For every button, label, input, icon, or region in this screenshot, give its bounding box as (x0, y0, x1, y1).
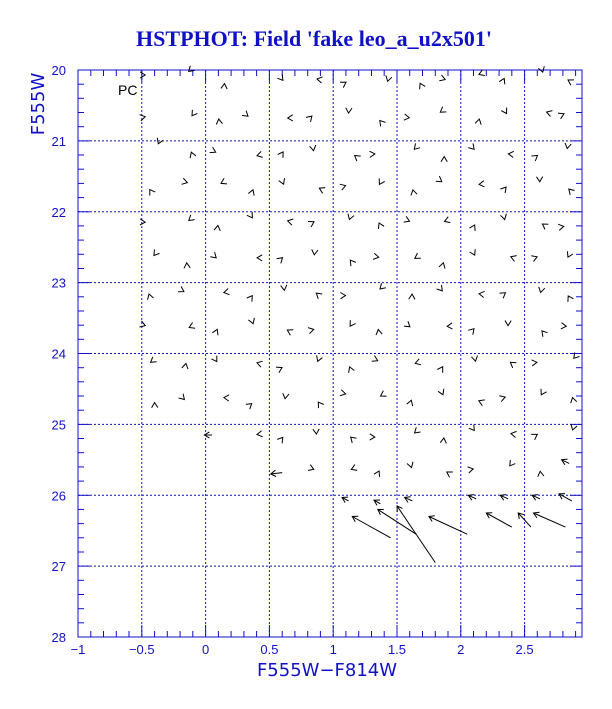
chart-title: HSTPHOT: Field 'fake leo_a_u2x501' (136, 26, 492, 51)
y-tick-label: 23 (51, 275, 66, 291)
y-tick-label: 27 (51, 559, 66, 575)
x-tick-label: 2 (457, 642, 465, 657)
y-tick-label: 20 (51, 63, 66, 78)
x-tick-label: 2.5 (515, 642, 534, 657)
x-tick-label: −1 (70, 642, 86, 657)
x-tick-label: 1 (329, 642, 337, 657)
y-tick-label: 28 (51, 630, 66, 645)
x-axis-label: F555W−F814W (256, 660, 398, 681)
y-tick-label: 21 (51, 133, 66, 149)
x-tick-label: 1.5 (387, 642, 407, 657)
y-tick-label: 25 (51, 417, 66, 433)
x-tick-label: −0.5 (128, 642, 155, 657)
x-tick-label: 0.5 (260, 642, 279, 657)
panel-label: PC (118, 82, 138, 98)
y-tick-label: 26 (51, 488, 66, 504)
y-axis-label: F555W (28, 72, 49, 136)
y-tick-label: 24 (51, 346, 66, 362)
x-tick-label: 0 (201, 642, 210, 657)
y-tick-label: 22 (51, 204, 66, 220)
